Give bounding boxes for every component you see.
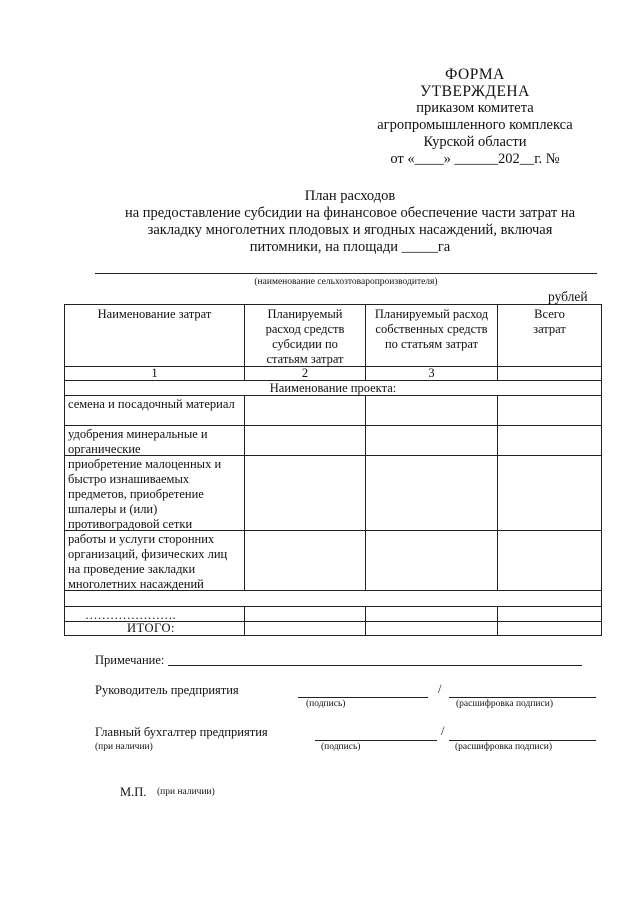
document-title [90,188,610,256]
head-signature-line [298,697,428,698]
table-row-label: удобрения минеральные и органические [64,425,245,456]
note-label: Примечание: [95,653,165,667]
col-number-2: 2 [244,366,366,381]
accountant-signature-line [315,740,437,741]
header-total: Всего затрат [497,304,602,367]
form-label: ФОРМА [445,66,505,83]
committee-label: агропромышленного комплекса [377,117,573,133]
note-line [168,665,582,666]
table-cell[interactable] [365,425,498,456]
head-decoding-line [449,697,596,698]
table-row-label: …………………. [64,606,245,622]
region-label: Курской области [423,134,527,150]
head-decoding-caption: (расшифровка подписи) [456,699,553,709]
col-number-4 [497,366,602,381]
table-cell[interactable] [497,530,602,591]
col-number-3: 3 [365,366,498,381]
table-cell[interactable] [497,606,602,622]
header-own-funds: Планируемый расход собственных средств по статьям затрат [365,304,498,367]
accountant-label: Главный бухгалтер предприятия [95,725,268,739]
accountant-if-any: (при наличии) [95,742,153,752]
accountant-decoding-line [449,740,596,741]
order-label: приказом комитета [416,100,534,116]
table-cell[interactable] [497,395,602,426]
project-name-row: Наименование проекта: [64,380,602,396]
table-cell[interactable] [365,530,498,591]
table-row-label: работы и услуги сторонних организаций, физических лиц на проведение закладки многолетних насаждений [64,530,245,591]
date-number-label: от «____» ______202__г. № [390,151,560,167]
head-slash: / [438,682,442,696]
table-cell[interactable] [244,425,366,456]
producer-line [95,273,597,274]
header-subsidy: Планируемый расход средств субсидии по статьям затрат [244,304,366,367]
table-cell[interactable] [244,606,366,622]
table-cell[interactable] [497,455,602,531]
accountant-decoding-caption: (расшифровка подписи) [455,742,552,752]
table-cell[interactable] [244,455,366,531]
producer-caption: (наименование сельхозтоваропроизводителя) [254,277,438,287]
table-cell[interactable] [497,425,602,456]
stamp-label: М.П. [120,785,147,799]
empty-row [64,590,602,607]
total-cell[interactable] [365,621,498,636]
col-number-1: 1 [64,366,245,381]
head-signature-caption: (подпись) [306,699,346,709]
approved-label: УТВЕРЖДЕНА [420,83,530,100]
accountant-slash: / [441,724,445,738]
total-cell[interactable] [244,621,366,636]
expense-table [64,304,602,636]
table-row-label: семена и посадочный материал [64,395,245,426]
head-label: Руководитель предприятия [95,683,239,697]
table-cell[interactable] [365,395,498,426]
title-line-4: питомники, на площади _____га [249,239,451,255]
title-line-1: План расходов [304,188,396,204]
total-label: ИТОГО: [64,621,245,636]
approval-block [360,66,590,168]
accountant-signature-caption: (подпись) [321,742,361,752]
title-line-3: закладку многолетних плодовых и ягодных насаждений, включая [147,222,553,238]
title-line-2: на предоставление субсидии на финансовое обеспечение части затрат на [124,205,576,221]
table-cell[interactable] [365,606,498,622]
table-cell[interactable] [365,455,498,531]
currency-label: рублей [548,289,588,304]
table-cell[interactable] [244,530,366,591]
stamp-if-any: (при наличии) [157,787,215,797]
table-cell[interactable] [244,395,366,426]
header-cost-name: Наименование затрат [64,304,245,367]
table-row-label: приобретение малоценных и быстро изнашиваемых предметов, приобретение шпалеры и (или) противоградовой сетки [64,455,245,531]
total-cell[interactable] [497,621,602,636]
